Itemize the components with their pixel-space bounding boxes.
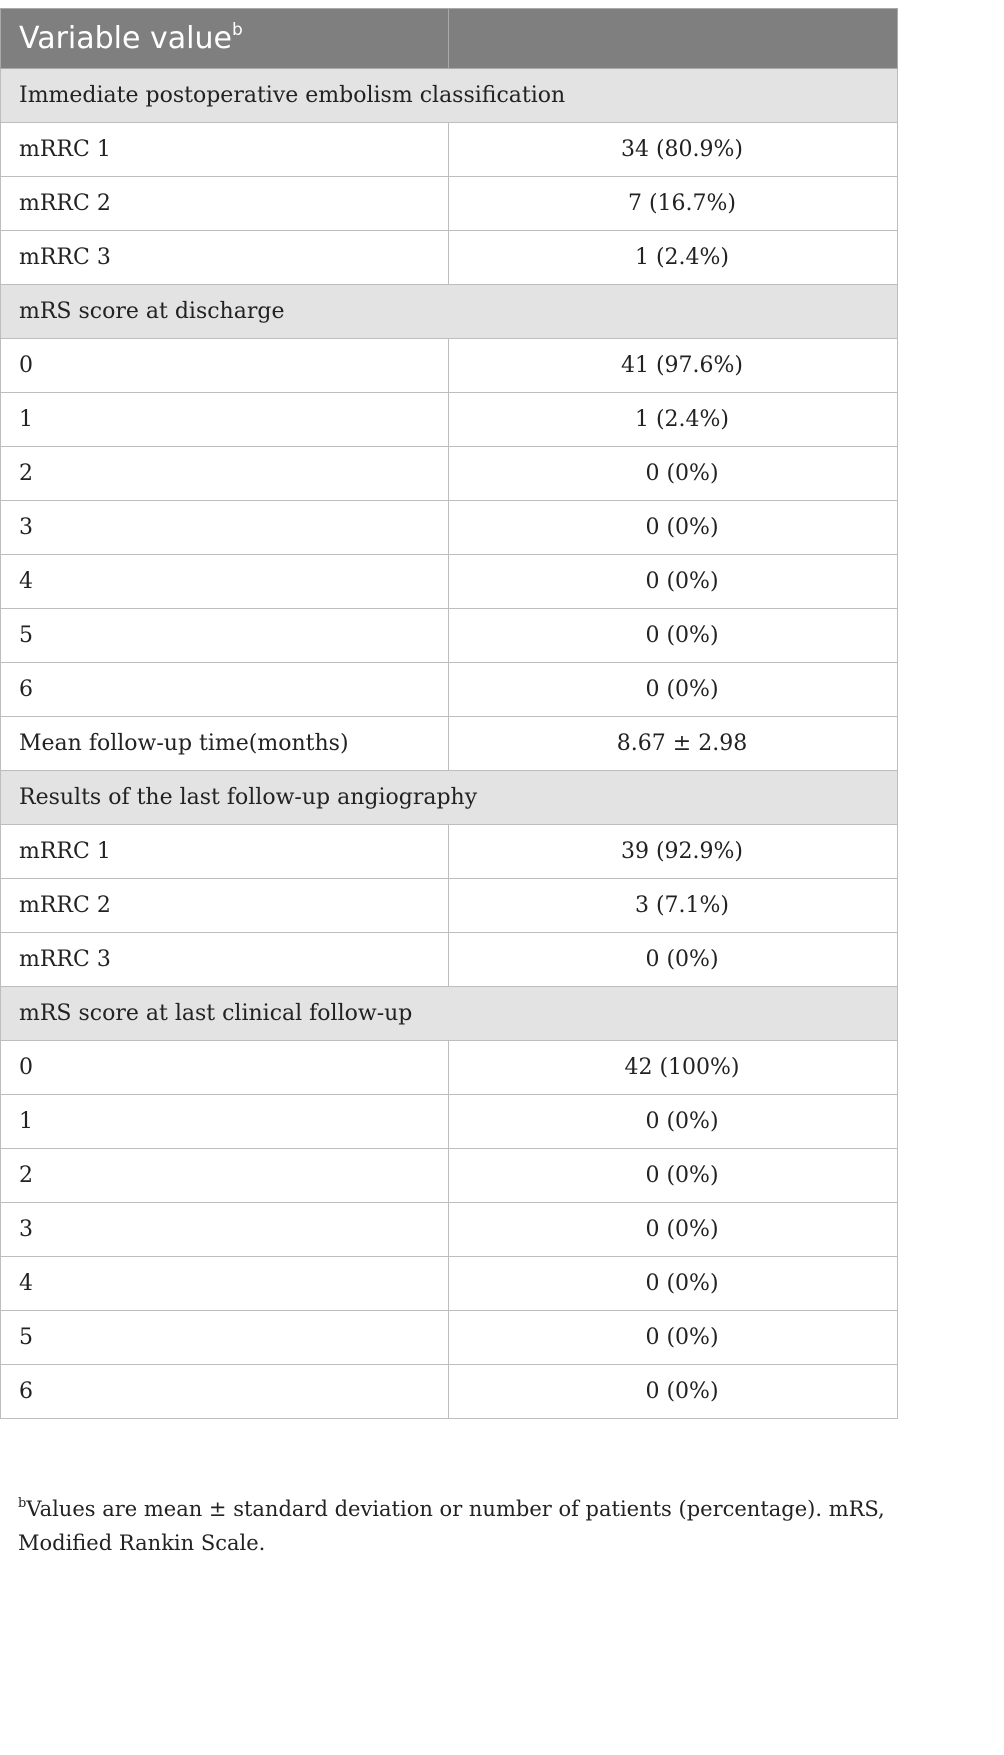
row-value: 0 (0%) [449, 1203, 898, 1257]
row-label: 3 [1, 1203, 449, 1257]
row-label: 6 [1, 663, 449, 717]
section-row [1, 285, 898, 339]
row-label: mRRC 1 [1, 123, 449, 177]
row-value: 0 (0%) [449, 1365, 898, 1419]
row-value: 0 (0%) [449, 447, 898, 501]
table-row [1, 1095, 898, 1149]
row-value: 42 (100%) [449, 1041, 898, 1095]
table-row [1, 1365, 898, 1419]
row-label: mRRC 3 [1, 231, 449, 285]
row-label: 4 [1, 555, 449, 609]
row-label: 0 [1, 1041, 449, 1095]
header-empty [449, 9, 898, 69]
header-footnote-marker: b [231, 20, 243, 40]
row-value: 0 (0%) [449, 933, 898, 987]
table-row [1, 555, 898, 609]
table-row [1, 393, 898, 447]
header-variable-value [1, 9, 449, 69]
table-body [1, 69, 898, 1419]
section-label: mRS score at discharge [1, 285, 898, 339]
row-label: mRRC 3 [1, 933, 449, 987]
row-label: mRRC 1 [1, 825, 449, 879]
table-row [1, 1311, 898, 1365]
row-value: 1 (2.4%) [449, 231, 898, 285]
table-row [1, 1257, 898, 1311]
row-label: Mean follow-up time(months) [1, 717, 449, 771]
footnote-text: Values are mean ± standard deviation or number of patients (percentage). mRS, Modified Rankin Scale. [18, 1497, 885, 1555]
section-row [1, 771, 898, 825]
row-label: 5 [1, 1311, 449, 1365]
header-variable-label: Variable value [19, 21, 232, 56]
row-label: 1 [1, 393, 449, 447]
row-label: 1 [1, 1095, 449, 1149]
row-label: 2 [1, 1149, 449, 1203]
section-label: Results of the last follow-up angiography [1, 771, 898, 825]
table-row [1, 825, 898, 879]
table-row [1, 1203, 898, 1257]
results-table [0, 8, 898, 1419]
row-value: 0 (0%) [449, 609, 898, 663]
row-label: 4 [1, 1257, 449, 1311]
table-row [1, 609, 898, 663]
row-label: 0 [1, 339, 449, 393]
row-value: 0 (0%) [449, 501, 898, 555]
section-row [1, 69, 898, 123]
table-row [1, 717, 898, 771]
table-header [1, 9, 898, 69]
table-row [1, 339, 898, 393]
table-footnote [18, 1492, 888, 1560]
row-label: 5 [1, 609, 449, 663]
row-value: 7 (16.7%) [449, 177, 898, 231]
section-label: Immediate postoperative embolism classification [1, 69, 898, 123]
footnote-marker: b [18, 1496, 27, 1511]
row-value: 0 (0%) [449, 1095, 898, 1149]
table-row [1, 501, 898, 555]
row-value: 0 (0%) [449, 1311, 898, 1365]
row-value: 0 (0%) [449, 1257, 898, 1311]
table-row [1, 933, 898, 987]
section-label: mRS score at last clinical follow-up [1, 987, 898, 1041]
row-value: 0 (0%) [449, 555, 898, 609]
row-value: 8.67 ± 2.98 [449, 717, 898, 771]
table-row [1, 663, 898, 717]
section-row [1, 987, 898, 1041]
row-label: mRRC 2 [1, 177, 449, 231]
row-value: 0 (0%) [449, 663, 898, 717]
results-table-container [0, 8, 897, 1419]
table-row [1, 879, 898, 933]
row-value: 39 (92.9%) [449, 825, 898, 879]
table-row [1, 447, 898, 501]
table-row [1, 177, 898, 231]
row-label: mRRC 2 [1, 879, 449, 933]
row-label: 6 [1, 1365, 449, 1419]
row-value: 0 (0%) [449, 1149, 898, 1203]
table-row [1, 1149, 898, 1203]
table-row [1, 123, 898, 177]
header-row [1, 9, 898, 69]
row-value: 34 (80.9%) [449, 123, 898, 177]
row-value: 41 (97.6%) [449, 339, 898, 393]
table-row [1, 231, 898, 285]
row-label: 3 [1, 501, 449, 555]
table-row [1, 1041, 898, 1095]
row-value: 1 (2.4%) [449, 393, 898, 447]
row-label: 2 [1, 447, 449, 501]
row-value: 3 (7.1%) [449, 879, 898, 933]
